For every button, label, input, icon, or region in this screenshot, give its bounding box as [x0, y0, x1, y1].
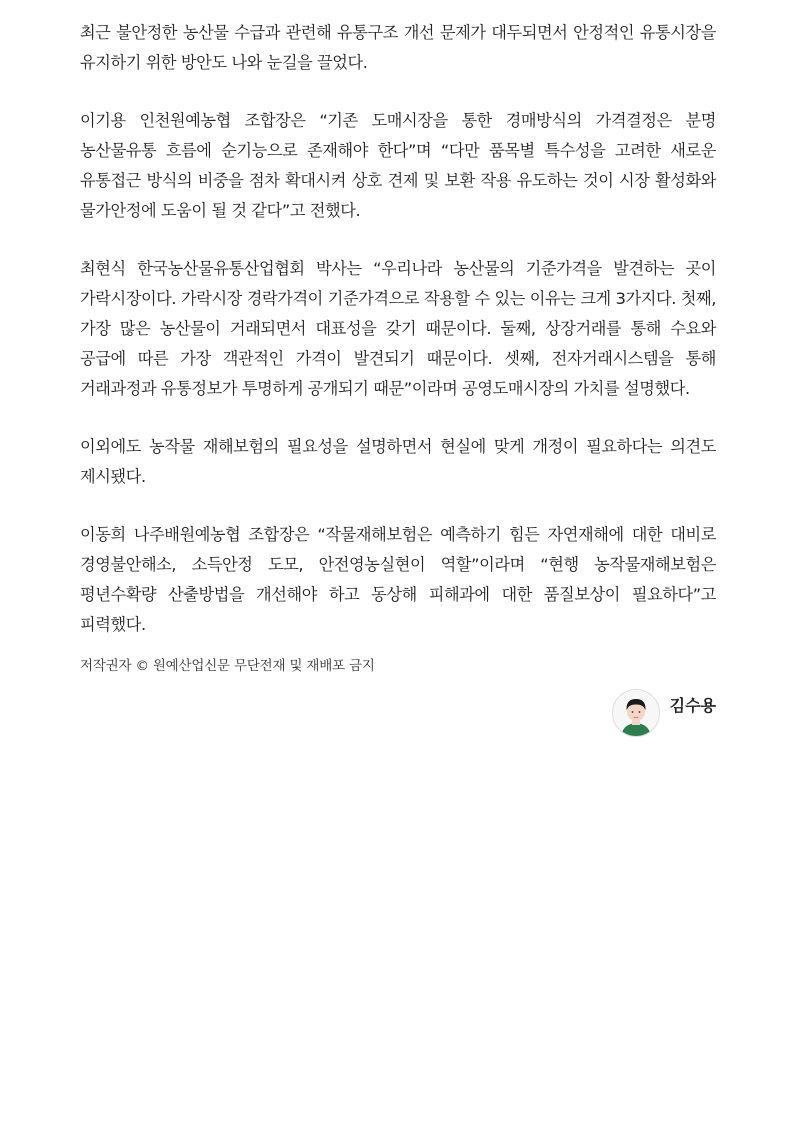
article-paragraph: 이동희 나주배원예농협 조합장은 “작물재해보험은 예측하기 힘든 자연재해에 대한 대비로 경영불안해소, 소득안정 도모, 안전영농실현이 역할”이라며 “현행 농작물재해보험은 평년수확량 산출방법을 개선해야 하고 동상해 피해과에 대한 품질보상이 필요하다”고 피력했다.: [80, 525, 716, 634]
copyright-notice: 저작권자 © 원예산업신문 무단전재 및 재배포 금지: [80, 658, 375, 674]
article-paragraph: 최현식 한국농산물유통산업협회 박사는 “우리나라 농산물의 기준가격을 발견하는 곳이 가락시장이다. 가락시장 경락가격이 기준가격으로 작용할 수 있는 이유는 크게 3가지다. 첫째, 가장 많은 농산물이 거래되면서 대표성을 갖기 때문이다. 둘째, 상장거래를 통해 수요와 공급에 따른 가장 객관적인 가격이 발견되기 때문이다. 셋째, 전자거래시스템을 통해 거래과정과 유통정보가 투명하게 공개되기 때문”이라며 공영도매시장의 가치를 설명했다.: [80, 259, 716, 398]
article-paragraph: 이외에도 농작물 재해보험의 필요성을 설명하면서 현실에 맞게 개정이 필요하다는 의견도 제시됐다.: [80, 437, 716, 486]
article-paragraph: 이기용 인천원예농협 조합장은 “기존 도매시장을 통한 경매방식의 가격결정은 분명 농산물유통 흐름에 순기능으로 존재해야 한다”며 “다만 품목별 특수성을 고려한 새로운 유통접근 방식의 비중을 점차 확대시켜 상호 견제 및 보환 작용 유도하는 것이 시장 활성화와 물가안정에 도움이 될 것 같다”고 전했다.: [80, 111, 716, 220]
reporter-portrait-icon[interactable]: [612, 689, 660, 737]
byline: [612, 689, 716, 737]
article-body: [80, 18, 716, 676]
article-paragraph: 최근 불안정한 농산물 수급과 관련해 유통구조 개선 문제가 대두되면서 안정적인 유통시장을 유지하기 위한 방안도 나와 눈길을 끌었다.: [80, 23, 716, 72]
author-name[interactable]: 김수용: [669, 696, 716, 715]
